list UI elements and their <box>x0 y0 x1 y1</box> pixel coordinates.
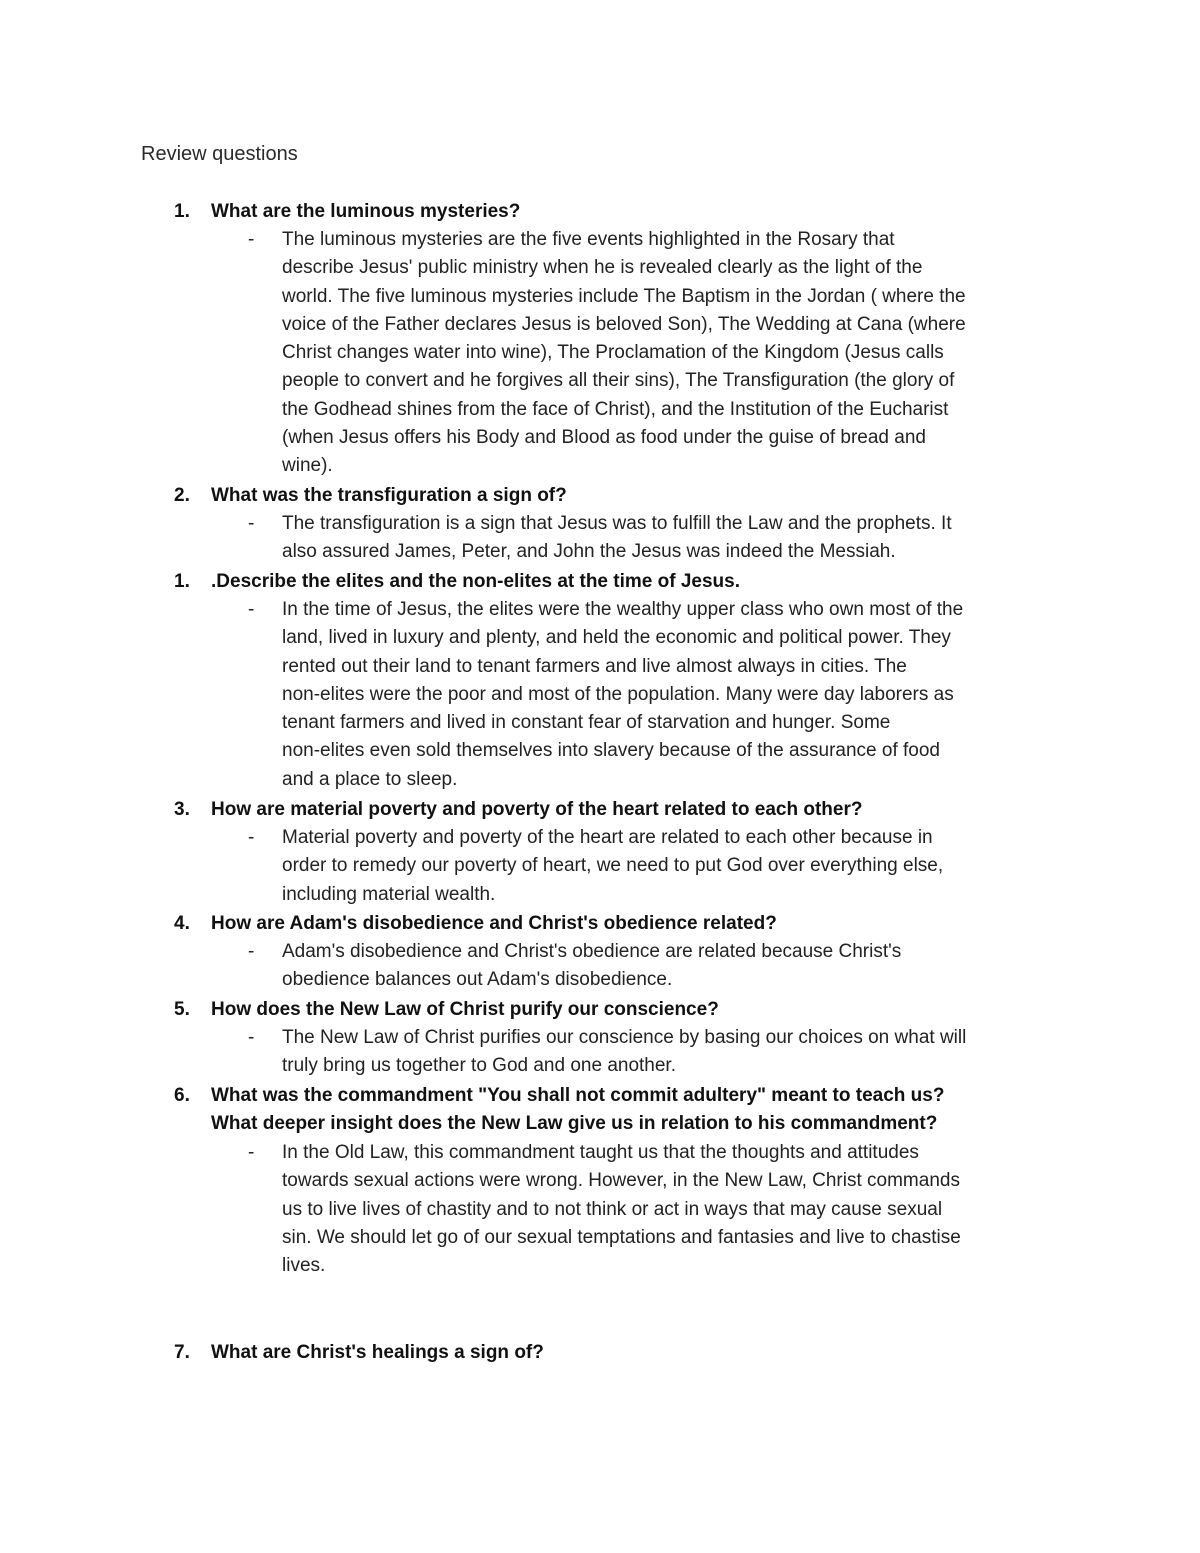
page-title: Review questions <box>141 143 298 165</box>
answer-line: truly bring us together to God and one another. <box>282 1055 676 1077</box>
answer-line: towards sexual actions were wrong. However, in the New Law, Christ commands <box>282 1170 960 1192</box>
question-text <box>211 568 1091 596</box>
question-text <box>211 1082 1091 1139</box>
question-number: 5. <box>174 999 190 1020</box>
answer-line: The luminous mysteries are the five events highlighted in the Rosary that <box>282 229 895 250</box>
question-line: What are the luminous mysteries? <box>211 201 521 222</box>
answer-line: the Godhead shines from the face of Christ), and the Institution of the Eucharist <box>282 398 949 420</box>
answer-line: (when Jesus offers his Body and Blood as food under the guise of bread and <box>282 427 926 449</box>
answer-text <box>282 1139 1072 1280</box>
answer-line: obedience balances out Adam's disobedience. <box>282 969 673 991</box>
answer-line: non-elites were the poor and most of the population. Many were day laborers as <box>282 683 954 705</box>
question-text <box>211 996 1091 1024</box>
answer-line: tenant farmers and lived in constant fear of starvation and hunger. Some <box>282 712 891 734</box>
answer-line: In the time of Jesus, the elites were the wealthy upper class who own most of the <box>282 599 964 620</box>
answer-line: Adam's disobedience and Christ's obedience are related because Christ's <box>282 941 902 962</box>
answer-line: land, lived in luxury and plenty, and held the economic and political power. They <box>282 627 951 649</box>
question-number: 1. <box>174 571 190 592</box>
question-number: 1. <box>174 201 190 222</box>
answer-line: Material poverty and poverty of the heart are related to each other because in <box>282 827 933 848</box>
answer-bullet: - <box>248 1027 255 1048</box>
answer-line: non-elites even sold themselves into slavery because of the assurance of food <box>282 740 940 762</box>
question-line: What was the transfiguration a sign of? <box>211 485 567 506</box>
question-text <box>211 910 1091 938</box>
answer-line: rented out their land to tenant farmers and live almost always in cities. The <box>282 655 907 677</box>
question-line: What deeper insight does the New Law give us in relation to his commandment? <box>211 1113 938 1135</box>
answer-line: The New Law of Christ purifies our conscience by basing our choices on what will <box>282 1027 967 1048</box>
answer-text <box>282 226 1072 481</box>
answer-line: The transfiguration is a sign that Jesus was to fulfill the Law and the prophets. It <box>282 513 952 534</box>
question-text <box>211 1339 1091 1367</box>
answer-bullet: - <box>248 827 255 848</box>
question-line: What are Christ's healings a sign of? <box>211 1342 544 1363</box>
answer-line: wine). <box>282 455 333 477</box>
answer-line: lives. <box>282 1255 326 1277</box>
answer-text <box>282 510 1072 567</box>
answer-line: describe Jesus' public ministry when he is revealed clearly as the light of the <box>282 257 923 279</box>
question-line: How does the New Law of Christ purify our conscience? <box>211 999 719 1020</box>
answer-line: and a place to sleep. <box>282 768 458 790</box>
answer-text <box>282 596 1072 794</box>
answer-line: world. The five luminous mysteries include The Baptism in the Jordan ( where the <box>282 285 966 307</box>
question-number: 4. <box>174 913 190 934</box>
question-line: How are Adam's disobedience and Christ's obedience related? <box>211 913 777 934</box>
answer-line: including material wealth. <box>282 883 496 905</box>
question-line: What was the commandment "You shall not commit adultery" meant to teach us? <box>211 1085 945 1106</box>
answer-text <box>282 938 1072 995</box>
answer-line: also assured James, Peter, and John the Jesus was indeed the Messiah. <box>282 541 896 563</box>
question-number: 6. <box>174 1085 190 1106</box>
question-text <box>211 796 1091 824</box>
question-line: .Describe the elites and the non-elites at the time of Jesus. <box>211 571 740 592</box>
answer-line: Christ changes water into wine), The Proclamation of the Kingdom (Jesus calls <box>282 342 944 364</box>
question-number: 7. <box>174 1342 190 1363</box>
answer-line: voice of the Father declares Jesus is beloved Son), The Wedding at Cana (where <box>282 313 966 335</box>
question-text <box>211 198 1091 226</box>
answer-text <box>282 824 1072 909</box>
answer-line: In the Old Law, this commandment taught us that the thoughts and attitudes <box>282 1142 919 1163</box>
question-line: How are material poverty and poverty of the heart related to each other? <box>211 799 863 820</box>
question-text <box>211 482 1091 510</box>
answer-line: order to remedy our poverty of heart, we need to put God over everything else, <box>282 855 944 877</box>
answer-bullet: - <box>248 941 255 962</box>
question-number: 3. <box>174 799 190 820</box>
answer-bullet: - <box>248 229 255 250</box>
answer-line: us to live lives of chastity and to not think or act in ways that may cause sexual <box>282 1198 943 1220</box>
answer-bullet: - <box>248 1142 255 1163</box>
answer-text <box>282 1024 1072 1081</box>
answer-bullet: - <box>248 599 255 620</box>
answer-bullet: - <box>248 513 255 534</box>
answer-line: people to convert and he forgives all their sins), The Transfiguration (the glory of <box>282 370 955 392</box>
question-number: 2. <box>174 485 190 506</box>
answer-line: sin. We should let go of our sexual temptations and fantasies and live to chastise <box>282 1226 961 1248</box>
